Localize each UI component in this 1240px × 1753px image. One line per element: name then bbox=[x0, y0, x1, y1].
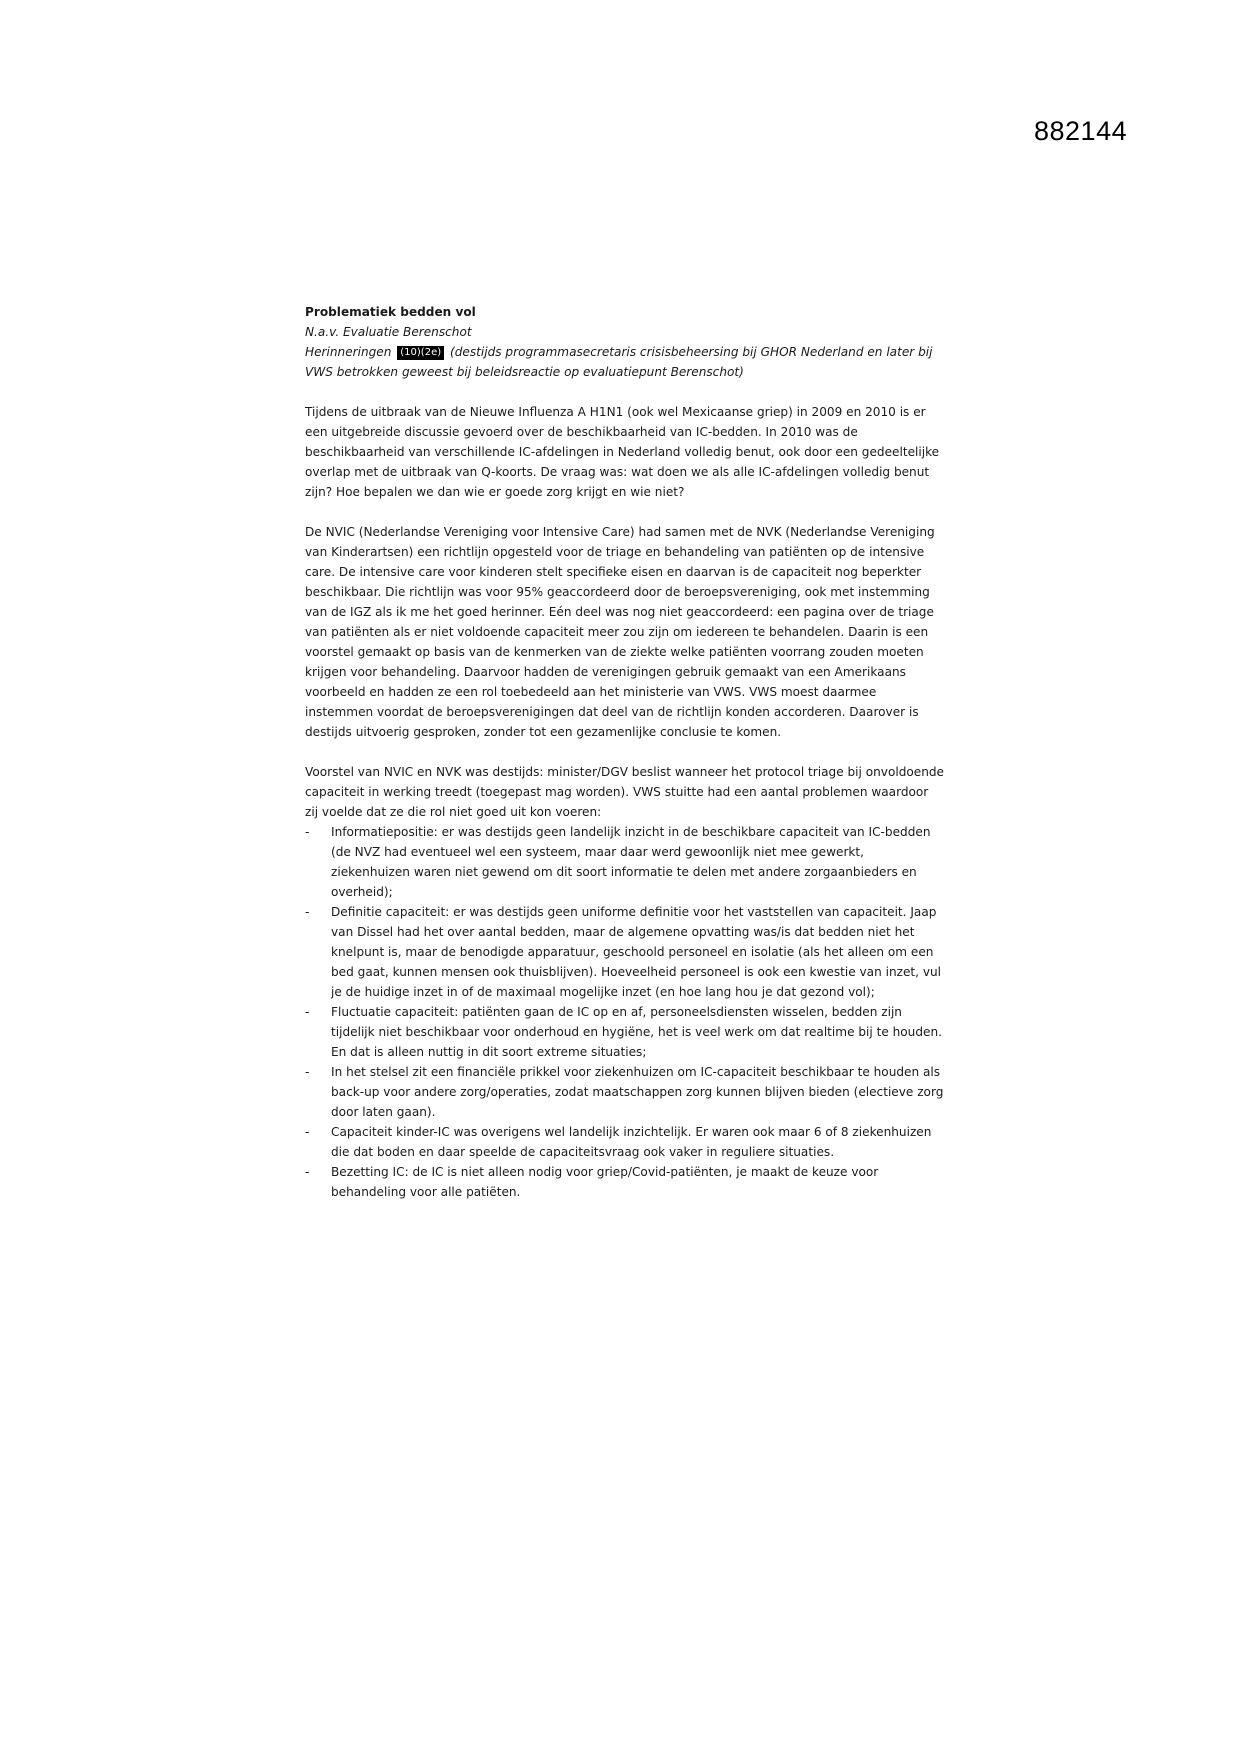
problem-list bbox=[305, 822, 945, 1202]
spacer bbox=[305, 382, 945, 402]
document-title: Problematiek bedden vol bbox=[305, 305, 476, 319]
memories-prefix: Herinneringen bbox=[305, 345, 392, 359]
list-item bbox=[305, 1062, 945, 1122]
redaction-box: (10)(2e) bbox=[397, 346, 444, 360]
document-number: 882144 bbox=[1034, 116, 1128, 146]
list-item-text: Fluctuatie capaciteit: patiënten gaan de IC op en af, personeelsdiensten wisselen, bedden zijn tijdelijk niet beschikbaar voor onderhoud en hygiëne, het is veel werk om dat realtime bij te houden. En dat is alleen nuttig in dit soort extreme situaties; bbox=[331, 1005, 942, 1059]
bullet-dash: - bbox=[305, 905, 310, 919]
paragraph-intro: Tijdens de uitbraak van de Nieuwe Influenza A H1N1 (ook wel Mexicaanse griep) in 2009 en 2010 is er een uitgebreide discussie gevoerd over de beschikbaarheid van IC-bedden. In 2010 was de beschikbaarheid van verschillende IC-afdelingen in Nederland volledig benut, ook door een gedeeltelijke overlap met de uitbraak van Q-koorts. De vraag was: wat doen we als alle IC-afdelingen volledig benut zijn? Hoe bepalen we dan wie er goede zorg krijgt en wie niet? bbox=[305, 405, 940, 499]
list-item-text: Bezetting IC: de IC is niet alleen nodig voor griep/Covid-patiënten, je maakt de keuze voor behandeling voor alle patiëten. bbox=[331, 1165, 879, 1199]
memories-line bbox=[305, 342, 945, 382]
list-item bbox=[305, 1002, 945, 1062]
list-item bbox=[305, 1122, 945, 1162]
list-item-text: Informatiepositie: er was destijds geen landelijk inzicht in de beschikbare capaciteit van IC-bedden (de NVZ had eventueel wel een systeem, maar daar werd gewoonlijk niet mee gewerkt, ziekenhuizen waren niet gewend om dit soort informatie te delen met andere zorgaanbieders en overheid); bbox=[331, 825, 931, 899]
bullet-dash: - bbox=[305, 1165, 310, 1179]
spacer bbox=[305, 502, 945, 522]
document-subtitle: N.a.v. Evaluatie Berenschot bbox=[305, 325, 472, 339]
bullet-dash: - bbox=[305, 1005, 310, 1019]
spacer bbox=[305, 742, 945, 762]
memories-description: (destijds programmasecretaris crisisbeheersing bij GHOR Nederland en later bij VWS betrokken geweest bij beleidsreactie op evaluatiepunt Berenschot) bbox=[305, 345, 933, 379]
bullet-dash: - bbox=[305, 1065, 310, 1079]
list-item-text: Capaciteit kinder-IC was overigens wel landelijk inzichtelijk. Er waren ook maar 6 of 8 ziekenhuizen die dat boden en daar speelde de capaciteitsvraag ook vaker in reguliere situaties. bbox=[331, 1125, 932, 1159]
list-item bbox=[305, 902, 945, 1002]
document-body bbox=[305, 302, 945, 1202]
bullet-dash: - bbox=[305, 825, 310, 839]
list-item bbox=[305, 822, 945, 902]
list-item bbox=[305, 1162, 945, 1202]
paragraph-proposal: Voorstel van NVIC en NVK was destijds: minister/DGV beslist wanneer het protocol triage bij onvoldoende capaciteit in werking treedt (toegepast mag worden). VWS stuitte had een aantal problemen waardoor zij voelde dat ze die rol niet goed uit kon voeren: bbox=[305, 765, 944, 819]
list-item-text: Definitie capaciteit: er was destijds geen uniforme definitie voor het vaststellen van capaciteit. Jaap van Dissel had het over aantal bedden, maar de algemene opvatting was/is dat bedden niet het knelpunt is, maar de benodigde apparatuur, geschoold personeel en isolatie (als het alleen om een bed gaat, kunnen mensen ook thuisblijven). Hoeveelheid personeel is ook een kwestie van inzet, vul je de huidige inzet in of de maximaal mogelijke inzet (en hoe lang hou je dat gezond vol); bbox=[331, 905, 942, 999]
bullet-dash: - bbox=[305, 1125, 310, 1139]
paragraph-guideline: De NVIC (Nederlandse Vereniging voor Intensive Care) had samen met de NVK (Nederlandse Vereniging van Kinderartsen) een richtlijn opgesteld voor de triage en behandeling van patiënten op de intensive care. De intensive care voor kinderen stelt specifieke eisen en daarvan is de capaciteit nog beperkter beschikbaar. Die richtlijn was voor 95% geaccordeerd door de beroepsvereniging, ook met instemming van de IGZ als ik me het goed herinner. Eén deel was nog niet geaccordeerd: een pagina over de triage van patiënten als er niet voldoende capaciteit meer zou zijn om iedereen te behandelen. Daarin is een voorstel gemaakt op basis van de kenmerken van de ziekte welke patiënten voorrang zouden moeten krijgen voor behandeling. Daarvoor hadden de verenigingen gebruik gemaakt van een Amerikaans voorbeeld en hadden ze een rol toebedeeld aan het ministerie van VWS. VWS moest daarmee instemmen voordat de beroepsverenigingen dat deel van de richtlijn konden accorderen. Daarover is destijds uitvoerig gesproken, zonder tot een gezamenlijke conclusie te komen. bbox=[305, 525, 935, 739]
list-item-text: In het stelsel zit een financiële prikkel voor ziekenhuizen om IC-capaciteit beschikbaar te houden als back-up voor andere zorg/operaties, zodat maatschappen zorg kunnen blijven bieden (electieve zorg door laten gaan). bbox=[331, 1065, 944, 1119]
